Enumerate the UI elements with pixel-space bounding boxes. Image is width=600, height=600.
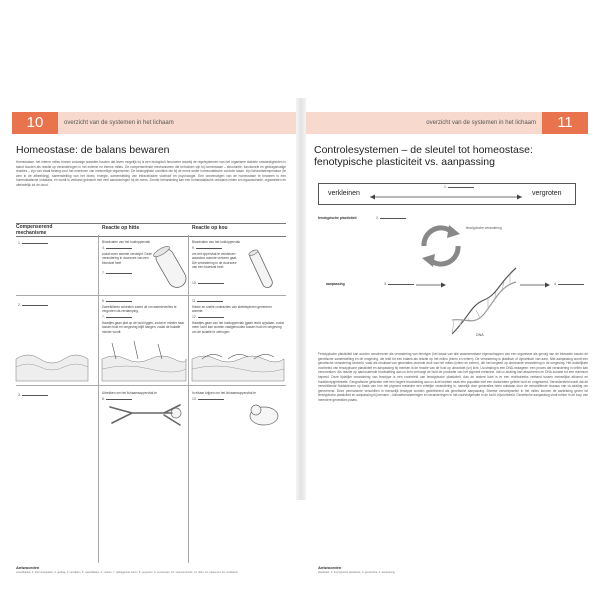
- right-body-paragraph: Fenotypische plasticiteit kan worden omschreven als verandering van fenotype (het totaal van alle waarneembare eigenschappen van een organisme als gevolg van de interactie tussen de genetische samenstelling en de omgeving, die leidt tot een balans als reactie op het milieu (intern en extern). De verandering is plastisch of dynamisch van aard. Niet aanpassing wordt een genetische verandering bedoeld, vaak als resultaat van generaties durende druk van het milieu (intern en extern), die het toegeert op dominante verandering in de omgeving. Het duidelijkste voorbeeld van fenotypische plasticiteit en aanpassing bij mensen is de reactie van de huid op ultraviolet (uv) licht. Uv-straling is een DNA-mutageen: een proces dat verandering in cellen kan veroorzaken. Als reactie op aanhoudende blootstelling aan uv-licht verhoogt de huid de productie van het pigment melanine, dat uv-straling kan absorberen en DNA-schade tot een minimum beperkt. Deze tijdelijke verandering van fenotype is een voorbeeld van fenotypische plasticiteit. Aan de andere kant is er een rechtstreeks verband tussen menselijke afkomst en huidkleurpigmentatie. Geografische gebieden met een hogere blootstelling aan uv-licht hebben vaak een populatie met een donkerdere getinte huid en omgekeerd. Verondersteld wordt dat de verschillende huidskleuren op basis van hun het pigment melanine een erfelijke verandering is, namelijk door generaties heen ontstaan door de verschillende niveaus van uv-straling om genererend. Deze permanente verschillen in menselijk fenotype worden gedefinieerd als genetische aanpassing. Diverse verschijnselen in het milieu kunnen de aanleiding geven tot fenotypische plasticiteit en aanpassing bij mensen – klimaatveranderingen en veranderingen in het zuurstofgehalte in de lucht, bijvoorbeeld. Genetische aanpassing vindt echter in de loop van meerdere generaties plaats.: [318, 352, 588, 402]
- row2-heat-text: Zweetklieren scheiden zweet uit om warmteverlies te vergroten via verdamping.: [102, 305, 177, 314]
- book-gutter: [296, 98, 306, 500]
- blank-13[interactable]: 13.: [192, 397, 224, 401]
- verkleinen-label: verkleinen: [328, 190, 360, 197]
- blank-9[interactable]: 9.: [192, 246, 222, 250]
- left-header-band: [12, 112, 296, 134]
- right-blank-4[interactable]: 4.: [554, 282, 584, 286]
- blank-2[interactable]: 2.: [18, 303, 48, 307]
- fenotypische-verandering-label: fenotypische verandering: [466, 226, 502, 230]
- cycle-arrows-icon: [416, 222, 466, 270]
- skin-hair-illustration: [16, 341, 286, 383]
- blank-6[interactable]: 6.: [102, 299, 132, 303]
- right-answers-text: plasticiteit, 2. fenotypische plasticiteit, 3. genetische, 4. aanpassing: [318, 571, 395, 574]
- right-page-number: 11: [542, 112, 588, 134]
- left-header-text: overzicht van de systemen in het lichaam: [64, 120, 174, 126]
- row3-heat-text: Uitrekken om het lichaamsoppervlak te: [102, 391, 157, 395]
- dna-helix-illustration: [450, 266, 518, 336]
- blank-4[interactable]: 4.: [102, 246, 132, 250]
- blank-7[interactable]: 7.: [102, 315, 132, 319]
- row2-cold-text: Kleine en snelle contracties van skeletspieren genereren warmte.: [192, 305, 272, 314]
- blank-10[interactable]: 10.: [192, 281, 224, 285]
- right-header-text: overzicht van de systemen in het lichaam: [426, 120, 536, 126]
- right-blank-2[interactable]: 2.: [376, 216, 406, 220]
- blank-11[interactable]: 11.: [192, 299, 223, 303]
- label-fenotypische-plasticiteit: fenotypische plasticiteit: [318, 216, 357, 220]
- left-page-number: 10: [12, 112, 58, 134]
- vergroten-label: vergroten: [532, 190, 562, 197]
- curled-body-illustration: [248, 399, 282, 427]
- blank-5[interactable]: 7.: [102, 271, 132, 275]
- arrow-right-icon-1: [416, 282, 446, 288]
- row3-cold-text: In elkaar krijpen om het lichaamsoppervlak te: [192, 391, 256, 395]
- row1-cold-more: om het oppervlak te verkleinen waardoor warmte verloren gaat. Die verandering in de doorsnee van een bloedvat heet: [192, 252, 238, 270]
- stretched-body-illustration: [102, 403, 186, 427]
- right-blank-3[interactable]: 3.: [384, 282, 414, 286]
- row2-cold-more: Haartjes gaan van het huidoppervlak (gaan recht op)staan, zodat meer lucht kan worden vastgehouden tussen huid en omgeving om de isolatie te verhogen: [192, 321, 284, 334]
- right-header-band: [306, 112, 588, 134]
- right-page-title: Controlesystemen – de sleutel tot homeostase: fenotypische plasticiteit vs. aanpassing: [314, 144, 533, 168]
- label-aanpassing: aanpassing: [326, 282, 345, 286]
- left-intro-paragraph: Homeostase: het interne milieu binnen zodanige waarden houden dat leven mogelijk is) is een biologisch fenomeen waarbij de regelsystemen van het organisme stabiele omstandigheden in stand houden als reactie op veranderingen in het externe en interne milieu. De compenserende mechanismen die betrokken zijn bij homeostase – structurele, functionele en gedragsmatige reacties – zijn van vitaal belang voor het overleven van meercellige organismen. De belangrijkste condities die bij de mens onder homeostatische controle staan, zijn lichaamstemperatuur (te zien in de afbeelding), samenstelling van het bloed, energie, samenstelling van intracellulaire vloeistof en psychologie. Een onevenwigen van de homeostase te bewaren is een homeostatische onbalans, en wordt in verband gebracht met veel aandoeningen bij de mens. Zonder behandeling kan een homeostatische onbalans leiden tot orgaanschade, orgaanfalen en uiteindelijk tot de dood.: [16, 160, 286, 187]
- right-page: [306, 98, 600, 574]
- right-answers-label: Antwoorden: [318, 565, 342, 570]
- double-arrow-icon: [366, 194, 526, 200]
- constricted-vessel-illustration: [248, 247, 274, 291]
- left-page: [0, 98, 296, 574]
- table-header-cold: Reactie op kou: [192, 225, 228, 231]
- dilated-vessel-illustration: [156, 245, 186, 291]
- blank-12[interactable]: 12.: [192, 315, 224, 319]
- dna-label: DNA: [476, 333, 484, 337]
- table-header-mechanism: Compenserend mechanisme: [16, 224, 53, 236]
- book-spread: [0, 98, 600, 574]
- row2-heat-more: Haartjes gaan plat op de huid liggen, zodat er minder haar tussen huid en omgeving blijft hangen, zodat de isolatie minder wordt.: [102, 321, 185, 334]
- left-answers-text: vasodilatatie, 2. thermoregulatie, 3. gedrag, 4. verwijden, 5. vasodilatatie, 6. zweten, 7. platliggende haren, 8. vergroten, 9. vernauwen, 10. vasoconstrictie, 11. rillen, 12. kippenvel, 13. verkleinen: [16, 571, 238, 574]
- arrow-right-icon-2: [520, 282, 550, 288]
- left-page-title: Homeostase: de balans bewaren: [16, 144, 170, 156]
- blank-1[interactable]: 1.: [18, 241, 48, 245]
- row1-heat-text: Bloedvaten van het huidoppervlak: [102, 240, 151, 244]
- left-answers-label: Antwoorden: [16, 565, 40, 570]
- row1-heat-more: zodat meer warmte verdwijnt. Deze verandering in doorsnee van een bloedvat heet: [102, 252, 152, 265]
- right-blank-1[interactable]: 1.: [444, 185, 474, 189]
- table-header-heat: Reactie op hitte: [102, 225, 140, 231]
- row1-cold-text: Bloedvaten van het huidoppervlak: [192, 240, 241, 244]
- homeostasis-table: [16, 223, 286, 563]
- blank-8[interactable]: 8.: [102, 397, 132, 401]
- blank-3[interactable]: 3.: [18, 393, 48, 397]
